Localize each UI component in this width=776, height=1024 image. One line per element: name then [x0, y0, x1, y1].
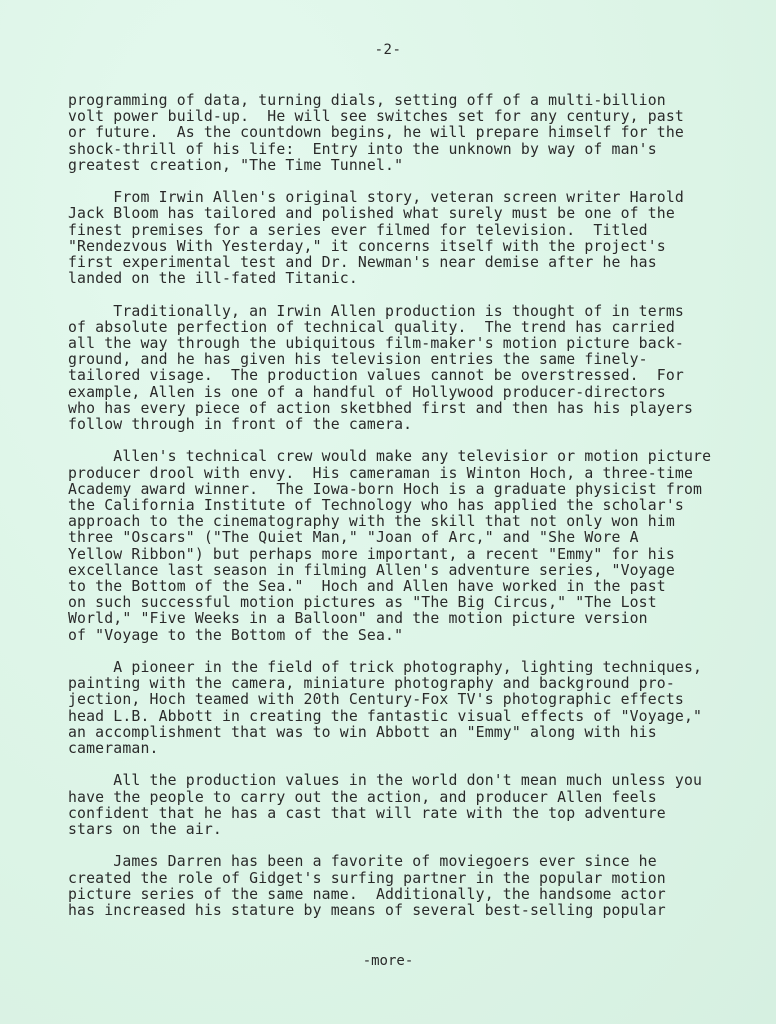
text-line: picture series of the same name. Additionally, the handsome actor — [68, 885, 666, 903]
text-line: three "Oscars" ("The Quiet Man," "Joan of Arc," and "She Wore A — [68, 529, 639, 547]
text-line: jection, Hoch teamed with 20th Century-Fox TV's photographic effects — [68, 691, 684, 709]
text-line: Allen's technical crew would make any televisior or motion picture — [68, 448, 712, 466]
text-line: first experimental test and Dr. Newman's near demise after he has — [68, 254, 657, 272]
text-line: to the Bottom of the Sea." Hoch and Allen have worked in the past — [68, 578, 666, 596]
text-line: of "Voyage to the Bottom of the Sea." — [68, 626, 404, 644]
text-line: who has every piece of action sketbhed first and then has his players — [68, 399, 694, 417]
body-text — [68, 93, 758, 935]
text-line: of absolute perfection of technical quality. The trend has carried — [68, 318, 675, 336]
text-line: created the role of Gidget's surfing partner in the popular motion — [68, 869, 666, 887]
text-line: tailored visage. The production values cannot be overstressed. For — [68, 367, 684, 385]
text-line: Jack Bloom has tailored and polished what surely must be one of the — [68, 205, 675, 223]
text-line: confident that he has a cast that will rate with the top adventure — [68, 804, 666, 822]
paragraph-6 — [68, 773, 758, 838]
text-line: producer drool with envy. His cameraman is Winton Hoch, a three-time — [68, 464, 694, 482]
text-line: painting with the camera, miniature photography and background pro- — [68, 675, 675, 693]
text-line: have the people to carry out the action, and producer Allen feels — [68, 788, 657, 806]
text-line: volt power build-up. He will see switches set for any century, past — [68, 108, 684, 126]
text-line: Academy award winner. The Iowa-born Hoch is a graduate physicist from — [68, 480, 703, 498]
text-line: has increased his stature by means of several best-selling popular — [68, 902, 666, 920]
text-line: the California Institute of Technology who has applied the scholar's — [68, 497, 684, 515]
text-line: "Rendezvous With Yesterday," it concerns itself with the project's — [68, 237, 666, 255]
text-line: shock-thrill of his life: Entry into the unknown by way of man's — [68, 140, 657, 158]
paragraph-1 — [68, 93, 758, 174]
text-line: landed on the ill-fated Titanic. — [68, 270, 358, 288]
text-line: approach to the cinematography with the skill that not only won him — [68, 513, 675, 531]
text-line: finest premises for a series ever filmed for television. Titled — [68, 221, 648, 239]
text-line: cameraman. — [68, 740, 159, 758]
text-line: all the way through the ubiquitous film-maker's motion picture back- — [68, 335, 684, 353]
text-line: follow through in front of the camera. — [68, 416, 413, 434]
text-line: James Darren has been a favorite of moviegoers ever since he — [68, 853, 657, 871]
text-line: A pioneer in the field of trick photography, lighting techniques, — [68, 659, 703, 677]
text-line: ground, and he has given his television entries the same finely- — [68, 351, 648, 369]
text-line: stars on the air. — [68, 821, 222, 839]
text-line: an accomplishment that was to win Abbott an "Emmy" along with his — [68, 723, 657, 741]
text-line: head L.B. Abbott in creating the fantastic visual effects of "Voyage," — [68, 707, 703, 725]
text-line: Traditionally, an Irwin Allen production is thought of in terms — [68, 302, 684, 320]
text-line: From Irwin Allen's original story, veteran screen writer Harold — [68, 189, 684, 207]
text-line: All the production values in the world don't mean much unless you — [68, 772, 703, 790]
page-number: -2- — [374, 42, 402, 58]
continuation-marker: -more- — [362, 953, 414, 969]
text-line: World," "Five Weeks in a Balloon" and the motion picture version — [68, 610, 648, 628]
text-line: on such successful motion pictures as "The Big Circus," "The Lost — [68, 594, 657, 612]
text-line: or future. As the countdown begins, he will prepare himself for the — [68, 124, 684, 142]
text-line: programming of data, turning dials, setting off of a multi-billion — [68, 92, 666, 109]
paragraph-2 — [68, 190, 758, 287]
paragraph-4 — [68, 449, 758, 643]
text-line: greatest creation, "The Time Tunnel." — [68, 156, 404, 174]
paragraph-5 — [68, 660, 758, 757]
paragraph-7 — [68, 854, 758, 919]
text-line: Yellow Ribbon") but perhaps more important, a recent "Emmy" for his — [68, 545, 675, 563]
text-line: excellance last season in filming Allen's adventure series, "Voyage — [68, 561, 675, 579]
paragraph-3 — [68, 304, 758, 434]
text-line: example, Allen is one of a handful of Hollywood producer-directors — [68, 383, 666, 401]
